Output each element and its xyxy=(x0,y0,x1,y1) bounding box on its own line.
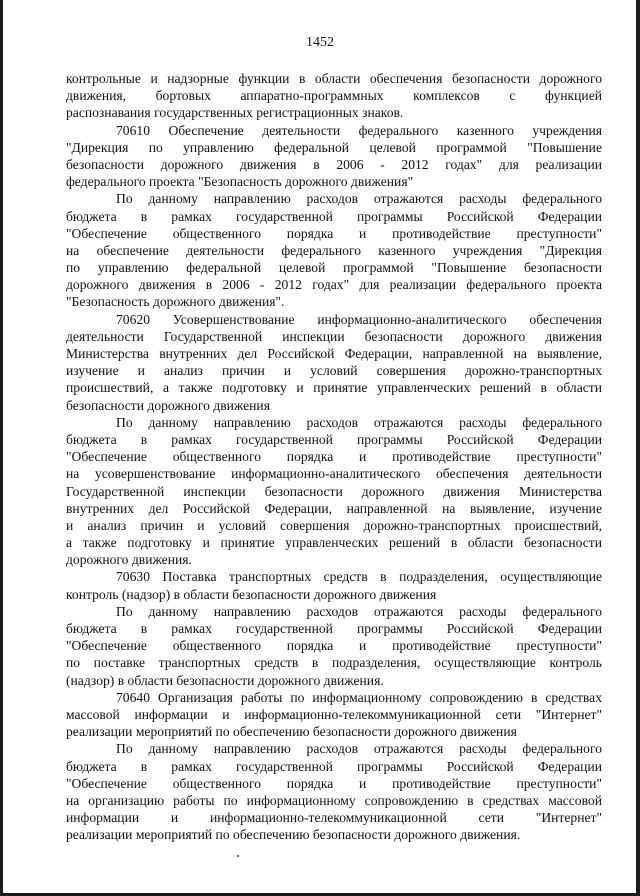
text-line: "Обеспечение общественного порядка и противодействие преступности" xyxy=(66,225,602,241)
text-line: и анализ причин и условий совершения дорожно-транспортных происшествий, xyxy=(66,517,602,533)
page-number: 1452 xyxy=(306,35,334,50)
text-line: бюджета в рамках государственной программы Российской Федерации xyxy=(66,758,602,774)
text-line: движения, бортовых аппаратно-программных комплексов с функцией xyxy=(66,88,602,104)
text-line: бюджета в рамках государственной программы Российской Федерации xyxy=(66,431,602,447)
text-line: федерального проекта "Безопасность дорожного движения" xyxy=(66,174,414,190)
text-line: контрольные и надзорные функции в области обеспечения безопасности дорожного xyxy=(66,71,602,86)
text-line: реализации мероприятий по обеспечению безопасности дорожного движения xyxy=(66,724,517,740)
text-line: изучение и анализ причин и условий совершения дорожно-транспортных xyxy=(66,363,602,379)
text-line: 70620 Усовершенствование информационно-аналитического обеспечения xyxy=(116,311,602,327)
text-line: По данному направлению расходов отражаются расходы федерального xyxy=(116,741,602,757)
text-line: Государственной инспекции безопасности дорожного движения Министерства xyxy=(66,483,602,499)
text-line: на обеспечение деятельности федерального казенного учреждения "Дирекция xyxy=(66,242,602,258)
text-line: внутренних дел Российской Федерации, направленной на выявление, изучение xyxy=(66,500,602,516)
scan-border-left xyxy=(0,0,3,896)
document-body xyxy=(66,70,602,843)
text-line: реализации мероприятий по обеспечению безопасности дорожного движения. xyxy=(66,827,521,843)
text-line: "Безопасность дорожного движения". xyxy=(66,294,285,310)
text-line: дорожного движения в 2006 - 2012 годах" для реализации федерального проекта xyxy=(66,277,602,293)
text-line: распознавания государственных регистрационных знаков. xyxy=(66,105,404,121)
text-line: (надзор) в области безопасности дорожного движения. xyxy=(66,672,384,688)
text-line: контроль (надзор) в области безопасности дорожного движения xyxy=(66,586,437,602)
text-line: а также подготовку и принятие управленческих решений в области безопасности xyxy=(66,535,602,551)
text-line: безопасности дорожного движения xyxy=(66,397,270,413)
text-line: дорожного движения. xyxy=(66,552,192,568)
text-line: безопасности дорожного движения в 2006 - 2012 годах" для реализации xyxy=(66,156,602,172)
text-line: информации и информационно-телекоммуникационной сети "Интернет" xyxy=(66,810,602,826)
text-line: 70630 Поставка транспортных средств в подразделения, осуществляющие xyxy=(116,569,602,585)
text-line: происшествий, а также подготовку и принятие управленческих решений в области xyxy=(66,380,602,396)
text-line: 70610 Обеспечение деятельности федерального казенного учреждения xyxy=(116,122,602,138)
text-line: бюджета в рамках государственной программы Российской Федерации xyxy=(66,208,602,224)
scan-border-right xyxy=(636,0,640,896)
text-line: по управлению федеральной целевой программой "Повышение безопасности xyxy=(66,260,602,276)
text-line: Министерства внутренних дел Российской Федерации, направленной на выявление, xyxy=(66,346,602,361)
text-line: "Обеспечение общественного порядка и противодействие преступности" xyxy=(66,638,602,654)
text-line: "Дирекция по управлению федеральной целевой программой "Повышение xyxy=(66,139,602,155)
scan-speck xyxy=(237,855,239,857)
text-line: на усовершенствование информационно-аналитического обеспечения деятельности xyxy=(66,466,602,482)
text-line: "Обеспечение общественного порядка и противодействие преступности" xyxy=(66,775,602,791)
text-line: бюджета в рамках государственной программы Российской Федерации xyxy=(66,621,602,636)
text-line: по поставке транспортных средств в подразделения, осуществляющие контроль xyxy=(66,655,602,671)
text-line: По данному направлению расходов отражаются расходы федерального xyxy=(116,603,602,619)
text-line: По данному направлению расходов отражаются расходы федерального xyxy=(116,414,602,430)
text-line: деятельности Государственной инспекции безопасности дорожного движения xyxy=(66,328,602,344)
text-line: на организацию работы по информационному сопровождению в средствах массовой xyxy=(66,792,602,808)
text-line: 70640 Организация работы по информационному сопровождению в средствах xyxy=(116,689,602,705)
text-line: массовой информации и информационно-телекоммуникационной сети "Интернет" xyxy=(66,706,602,722)
text-line: "Обеспечение общественного порядка и противодействие преступности" xyxy=(66,449,602,465)
text-line: По данному направлению расходов отражаются расходы федерального xyxy=(116,191,602,207)
